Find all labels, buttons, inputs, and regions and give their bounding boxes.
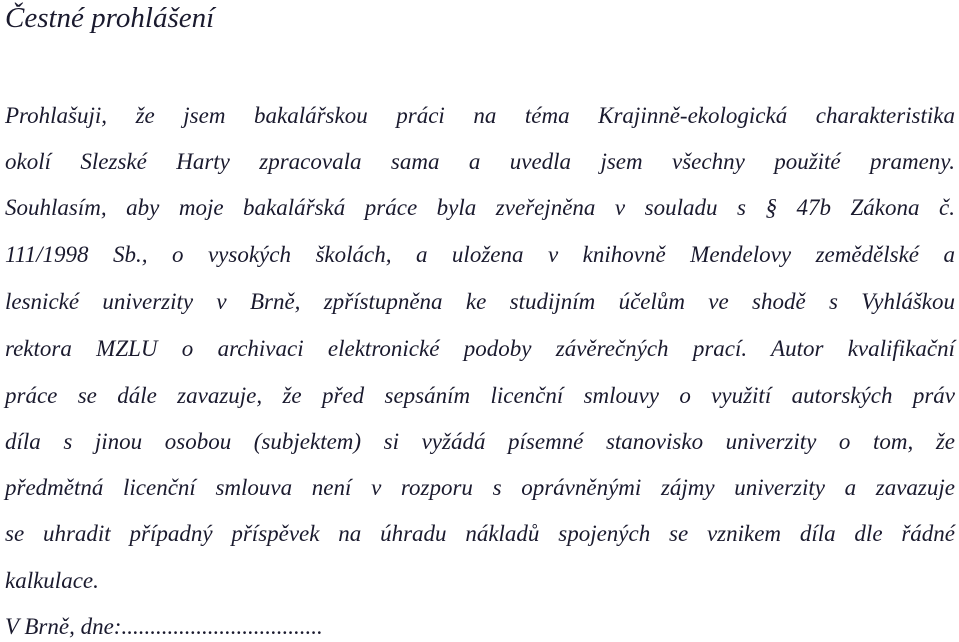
body-line-11: kalkulace. — [5, 568, 99, 593]
body-line-8: díla s jinou osobou (subjektem) si vyžádá písemné stanovisko univerzity o tom, že — [5, 429, 955, 454]
body-line-1: Prohlašuji, že jsem bakalářskou práci na téma Krajinně-ekologická charakteristika — [5, 103, 955, 128]
body-line-5: lesnické univerzity v Brně, zpřístupněna ke studijním účelům ve shodě s Vyhláškou — [5, 289, 955, 314]
body-line-7: práce se dále zavazuje, že před sepsáním licenční smlouvy o využití autorských práv — [5, 383, 955, 408]
body-line-10: se uhradit případný příspěvek na úhradu nákladů spojených se vznikem díla dle řádné — [5, 521, 955, 546]
body-line-9: předmětná licenční smlouva není v rozporu s oprávněnými zájmy univerzity a zavazuje — [5, 475, 955, 500]
body-line-2: okolí Slezské Harty zpracovala sama a uvedla jsem všechny použité prameny. — [5, 149, 955, 174]
signature-line: V Brně, dne:................................... — [5, 614, 323, 639]
body-line-3: Souhlasím, aby moje bakalářská práce byla zveřejněna v souladu s § 47b Zákona č. — [5, 195, 955, 220]
body-line-4: 111/1998 Sb., o vysokých školách, a uložena v knihovně Mendelovy zemědělské a — [5, 242, 955, 267]
document-title: Čestné prohlášení — [5, 2, 215, 34]
body-line-6: rektora MZLU o archivaci elektronické podoby závěrečných prací. Autor kvalifikační — [5, 336, 955, 361]
